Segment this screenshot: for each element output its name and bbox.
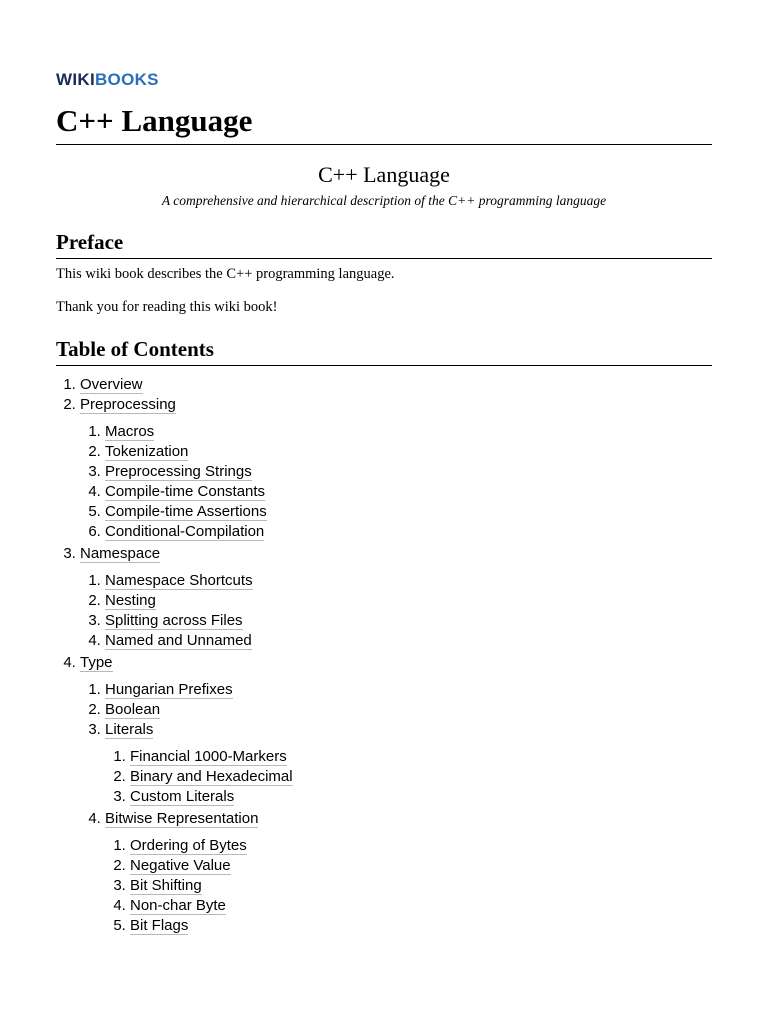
preface-paragraph: Thank you for reading this wiki book! bbox=[56, 299, 278, 315]
book-title: C++ Language bbox=[318, 162, 450, 187]
toc-sublist bbox=[80, 680, 712, 936]
toc-item bbox=[80, 395, 712, 542]
toc-link-bit-shifting[interactable]: Bit Shifting bbox=[130, 877, 202, 894]
page-title: C++ Language bbox=[56, 101, 712, 145]
toc-item bbox=[80, 375, 712, 395]
toc-link-preprocessing[interactable]: Preprocessing bbox=[80, 396, 176, 413]
preface-paragraph: This wiki book describes the C++ programming language. bbox=[56, 266, 395, 282]
toc-heading: Table of Contents bbox=[56, 336, 712, 366]
toc-list bbox=[56, 375, 712, 936]
toc-link-nesting[interactable]: Nesting bbox=[105, 592, 156, 609]
toc-item bbox=[105, 522, 712, 542]
toc-link-ordering-of-bytes[interactable]: Ordering of Bytes bbox=[130, 837, 247, 854]
toc-item bbox=[130, 876, 712, 896]
toc-item bbox=[80, 653, 712, 936]
toc-item bbox=[105, 700, 712, 720]
toc-sublist bbox=[80, 571, 712, 651]
toc-item bbox=[105, 611, 712, 631]
toc-link-financial-1000-markers[interactable]: Financial 1000-Markers bbox=[130, 748, 287, 765]
toc-link-custom-literals[interactable]: Custom Literals bbox=[130, 788, 235, 805]
toc-link-preprocessing-strings[interactable]: Preprocessing Strings bbox=[105, 463, 252, 480]
logo-wiki-text: WIKI bbox=[56, 70, 95, 89]
toc-link-compile-time-assertions[interactable]: Compile-time Assertions bbox=[105, 503, 267, 520]
preface-heading: Preface bbox=[56, 229, 712, 259]
toc-item bbox=[130, 747, 712, 767]
toc-sublist bbox=[105, 747, 712, 807]
logo-books-text: BOOKS bbox=[94, 70, 159, 89]
toc-item bbox=[130, 787, 712, 807]
toc-item bbox=[105, 422, 712, 442]
toc-item bbox=[105, 720, 712, 807]
toc-item bbox=[105, 442, 712, 462]
toc-item bbox=[130, 836, 712, 856]
toc-item bbox=[105, 502, 712, 522]
toc-link-boolean[interactable]: Boolean bbox=[105, 701, 161, 718]
toc-link-overview[interactable]: Overview bbox=[80, 376, 143, 393]
toc-item bbox=[105, 809, 712, 936]
toc-link-non-char-byte[interactable]: Non-char Byte bbox=[130, 897, 226, 914]
toc-link-literals[interactable]: Literals bbox=[105, 721, 154, 738]
toc-link-namespace[interactable]: Namespace bbox=[80, 545, 161, 562]
toc-item bbox=[130, 896, 712, 916]
toc-item bbox=[105, 591, 712, 611]
toc-item bbox=[105, 571, 712, 591]
toc-link-conditional-compilation[interactable]: Conditional-Compilation bbox=[105, 523, 265, 540]
toc-link-tokenization[interactable]: Tokenization bbox=[105, 443, 189, 460]
toc-link-negative-value[interactable]: Negative Value bbox=[130, 857, 231, 874]
toc-link-splitting-across-files[interactable]: Splitting across Files bbox=[105, 612, 243, 629]
toc-item bbox=[105, 462, 712, 482]
toc-item bbox=[130, 767, 712, 787]
toc-sublist bbox=[105, 836, 712, 936]
toc-link-macros[interactable]: Macros bbox=[105, 423, 155, 440]
toc-link-bit-flags[interactable]: Bit Flags bbox=[130, 917, 189, 934]
toc-item bbox=[130, 916, 712, 936]
toc-item bbox=[80, 544, 712, 651]
toc-item bbox=[105, 482, 712, 502]
toc-link-named-and-unnamed[interactable]: Named and Unnamed bbox=[105, 632, 252, 649]
toc-link-compile-time-constants[interactable]: Compile-time Constants bbox=[105, 483, 266, 500]
toc-sublist bbox=[80, 422, 712, 542]
wikibooks-logo[interactable] bbox=[56, 70, 159, 90]
toc-link-type[interactable]: Type bbox=[80, 654, 113, 671]
toc-link-hungarian-prefixes[interactable]: Hungarian Prefixes bbox=[105, 681, 233, 698]
toc-link-binary-and-hexadecimal[interactable]: Binary and Hexadecimal bbox=[130, 768, 293, 785]
toc-link-bitwise-representation[interactable]: Bitwise Representation bbox=[105, 810, 259, 827]
toc-link-namespace-shortcuts[interactable]: Namespace Shortcuts bbox=[105, 572, 253, 589]
book-subtitle: A comprehensive and hierarchical description of the C++ programming language bbox=[161, 193, 607, 208]
toc-item bbox=[130, 856, 712, 876]
toc-item bbox=[105, 680, 712, 700]
table-of-contents bbox=[56, 375, 712, 938]
toc-item bbox=[105, 631, 712, 651]
